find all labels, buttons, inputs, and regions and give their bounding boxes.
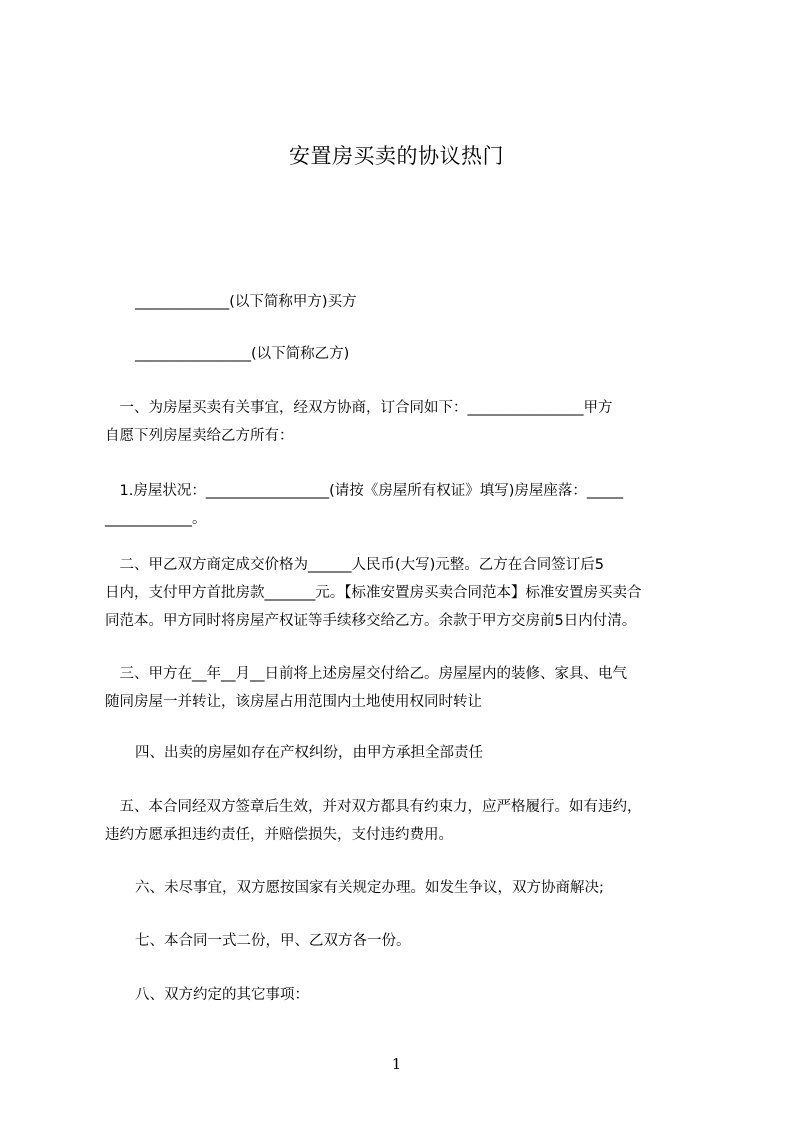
party-a-line [135,288,731,316]
clause-1-line-2: 自愿下列房屋卖给乙方所有： [105,428,294,444]
party-b-text: ________________(以下简称乙方) [135,346,350,362]
clause-7 [135,927,731,955]
clause-4-text: 四、出卖的房屋如存在产权纠纷，由甲方承担全部责任 [135,745,483,761]
party-a-text: _____________(以下简称甲方)买方 [135,294,357,310]
clause-5 [105,793,701,849]
clause-6-text: 六、未尽事宜，双方愿按国家有关规定办理。如发生争议，双方协商解决; [135,880,604,896]
clause-3-line-2: 随同房屋一并转让，该房屋占用范围内土地使用权同时转让 [105,694,482,710]
clause-2 [105,551,701,635]
clause-8-text: 八、双方约定的其它事项： [135,987,309,1003]
clause-1 [105,394,701,450]
clause-6 [135,874,731,902]
party-b-line [135,340,731,368]
clause-2-line-3: 同范本。甲方同时将房屋产权证等手续移交给乙方。余款于甲方交房前5日内付清。 [105,613,637,629]
clause-2-line-2: 日内，支付甲方首批房款_______元。【标准安置房买卖合同范本】标准安置房买卖合 [105,585,642,601]
document-title: 安置房买卖的协议热门 [289,144,504,168]
clause-1-1 [105,477,701,533]
clause-1-1-line-1: 1.房屋状况：_________________(请按《房屋所有权证》填写)房屋座落：_____ [105,483,624,499]
clause-3-line-1: 三、甲方在__年__月__日前将上述房屋交付给乙。房屋屋内的装修、家具、电气 [105,666,627,682]
clause-8 [135,981,731,1009]
page-number: 1 [391,1055,402,1073]
clause-5-line-1: 五、本合同经双方签章后生效，并对双方都具有约束力，应严格履行。如有违约， [105,799,642,815]
clause-1-1-line-2: ____________。 [105,511,207,527]
clause-2-line-1: 二、甲乙双方商定成交价格为______人民币(大写)元整。乙方在合同签订后5 [105,557,605,573]
clause-1-line-1: 一、为房屋买卖有关事宜，经双方协商，订合同如下：________________甲方 [105,400,613,416]
clause-7-text: 七、本合同一式二份，甲、乙双方各一份。 [135,933,411,949]
clause-3 [105,660,701,716]
clause-4 [135,739,731,767]
clause-5-line-2: 违约方愿承担违约责任，并赔偿损失，支付违约费用。 [105,827,453,843]
